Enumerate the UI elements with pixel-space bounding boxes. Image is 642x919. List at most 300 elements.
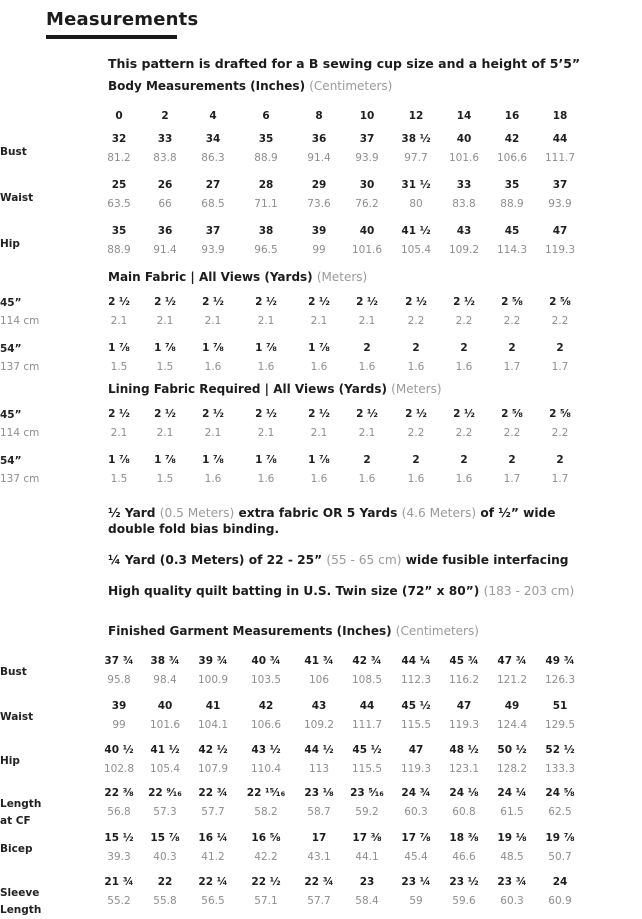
cell-metric: 60.3 (404, 806, 428, 818)
cell-value: 37 (205, 225, 221, 237)
cell-metric: 1.6 (358, 361, 376, 373)
cell-metric: 111.7 (351, 719, 383, 731)
cell-value: 22 ¹⁵⁄₁₆ (246, 787, 286, 799)
bias-note-part-e: of ½” wide (476, 506, 556, 520)
cell-value: 35 (111, 225, 127, 237)
cell-value: 49 (504, 700, 520, 712)
cell-metric: 2.1 (156, 427, 174, 439)
cell-metric: 50.7 (548, 851, 572, 863)
cell-value: 24 ⅝ (545, 787, 575, 799)
cell-metric: 41.2 (201, 851, 225, 863)
cell-value: 32 (111, 133, 127, 145)
cell-value: 19 ⅞ (545, 832, 575, 844)
cell-value: 48 ½ (449, 744, 479, 756)
cell-metric: 1.7 (551, 473, 569, 485)
cell-value: 17 ⅜ (352, 832, 382, 844)
cell-value: 42 ½ (198, 744, 228, 756)
cell-value: 47 (552, 225, 568, 237)
cell-value: 23 ⁵⁄₁₆ (350, 787, 384, 799)
cell-metric: 68.5 (201, 198, 225, 210)
cell-value: 1 ⅞ (308, 454, 330, 466)
cell-metric: 1.6 (455, 361, 473, 373)
row-label: Bicep (0, 843, 33, 855)
cell-value: 44 ¼ (401, 655, 431, 667)
size-header: 6 (262, 110, 270, 122)
body-heading-cm: (Centimeters) (309, 79, 393, 93)
cell-value: 15 ½ (104, 832, 134, 844)
batting-note (108, 583, 574, 599)
bias-note-part-a: ½ Yard (108, 506, 160, 520)
size-header: 18 (552, 110, 568, 122)
cell-value: 2 ⅝ (549, 408, 571, 420)
cell-value: 50 ½ (497, 744, 527, 756)
cell-value: 22 (157, 876, 173, 888)
cell-metric: 110.4 (250, 763, 282, 775)
cell-value: 26 (157, 179, 173, 191)
cell-metric: 71.1 (254, 198, 278, 210)
cell-value: 2 ½ (405, 408, 427, 420)
cell-value: 33 (157, 133, 173, 145)
cell-value: 28 (258, 179, 274, 191)
cell-metric: 121.2 (496, 674, 528, 686)
cell-metric: 80 (409, 198, 423, 210)
cell-metric: 42.2 (254, 851, 278, 863)
lining-fabric-heading-meters: (Meters) (391, 382, 442, 396)
cell-metric: 93.9 (548, 198, 572, 210)
cell-metric: 101.6 (448, 152, 480, 164)
cell-metric: 126.3 (544, 674, 576, 686)
cell-value: 2 (556, 342, 564, 354)
size-header: 4 (209, 110, 217, 122)
cell-value: 23 ¼ (401, 876, 431, 888)
cell-metric: 55.2 (107, 895, 131, 907)
cell-metric: 93.9 (355, 152, 379, 164)
cell-metric: 56.5 (201, 895, 225, 907)
cell-value: 2 ½ (308, 296, 330, 308)
batting-note-cm: (183 - 203 cm) (483, 584, 575, 598)
cell-metric: 2.2 (407, 427, 425, 439)
fabric-width: 45” (0, 409, 22, 421)
cell-value: 23 ¾ (497, 876, 527, 888)
cell-value: 2 ½ (255, 408, 277, 420)
cell-value: 39 (311, 225, 327, 237)
cell-value: 21 ¾ (104, 876, 134, 888)
cell-value: 17 ⅞ (401, 832, 431, 844)
cell-metric: 1.7 (551, 361, 569, 373)
fabric-width-cm: 114 cm (0, 315, 40, 327)
fabric-width: 45” (0, 297, 22, 309)
cell-metric: 2.2 (503, 427, 521, 439)
cell-value: 2 ½ (356, 296, 378, 308)
cell-metric: 2.1 (257, 315, 275, 327)
cell-value: 24 ⅛ (449, 787, 479, 799)
cell-metric: 56.8 (107, 806, 131, 818)
cell-value: 37 (359, 133, 375, 145)
cell-metric: 101.6 (149, 719, 181, 731)
cell-metric: 107.9 (197, 763, 229, 775)
cell-value: 44 ½ (304, 744, 334, 756)
cell-value: 47 (408, 744, 424, 756)
cell-value: 43 (456, 225, 472, 237)
body-heading-inches: Body Measurements (Inches) (108, 79, 306, 93)
cell-value: 39 (111, 700, 127, 712)
cell-metric: 119.3 (448, 719, 480, 731)
cell-value: 40 ½ (104, 744, 134, 756)
cell-metric: 1.7 (503, 473, 521, 485)
row-label: Sleeve Length (0, 887, 42, 916)
cell-metric: 133.3 (544, 763, 576, 775)
cell-metric: 58.4 (355, 895, 379, 907)
cell-value: 2 ½ (405, 296, 427, 308)
cell-value: 17 (311, 832, 327, 844)
cell-value: 45 (504, 225, 520, 237)
cell-metric: 97.7 (404, 152, 428, 164)
cell-metric: 59.2 (355, 806, 379, 818)
cell-metric: 39.3 (107, 851, 131, 863)
cell-value: 2 (363, 454, 371, 466)
cell-metric: 1.6 (407, 473, 425, 485)
cell-metric: 1.7 (503, 361, 521, 373)
cell-value: 40 (359, 225, 375, 237)
body-measurements-heading (108, 79, 392, 93)
cell-value: 25 (111, 179, 127, 191)
cell-metric: 1.6 (455, 473, 473, 485)
cell-metric: 1.5 (110, 473, 128, 485)
cell-value: 27 (205, 179, 221, 191)
cell-value: 47 ¾ (497, 655, 527, 667)
cell-value: 37 (552, 179, 568, 191)
lining-fabric-heading (108, 382, 442, 396)
cell-metric: 60.3 (500, 895, 524, 907)
cell-metric: 106.6 (250, 719, 282, 731)
cell-value: 22 ¼ (198, 876, 228, 888)
cell-value: 24 ¾ (401, 787, 431, 799)
cell-value: 1 ⅞ (255, 454, 277, 466)
fabric-width-cm: 114 cm (0, 427, 40, 439)
cell-value: 29 (311, 179, 327, 191)
cell-metric: 44.1 (355, 851, 379, 863)
row-label: Waist (0, 192, 34, 204)
cell-metric: 1.6 (407, 361, 425, 373)
cell-value: 2 ½ (453, 408, 475, 420)
cell-metric: 60.8 (452, 806, 476, 818)
cell-value: 45 ½ (401, 700, 431, 712)
row-label: Bust (0, 666, 27, 678)
cell-metric: 100.9 (197, 674, 229, 686)
cell-metric: 43.1 (307, 851, 331, 863)
size-header: 10 (359, 110, 375, 122)
cell-value: 2 (412, 454, 420, 466)
cell-value: 18 ⅜ (449, 832, 479, 844)
cell-value: 2 ½ (108, 296, 130, 308)
cell-value: 43 (311, 700, 327, 712)
interfacing-note-part-a: ¼ Yard (0.3 Meters) of 22 - 25” (108, 553, 327, 567)
cell-value: 45 ¾ (449, 655, 479, 667)
cell-metric: 57.7 (307, 895, 331, 907)
interfacing-note (108, 552, 569, 568)
cell-metric: 83.8 (153, 152, 177, 164)
cell-metric: 88.9 (500, 198, 524, 210)
cell-value: 34 (205, 133, 221, 145)
cell-value: 2 (508, 342, 516, 354)
cell-value: 38 (258, 225, 274, 237)
cell-metric: 86.3 (201, 152, 225, 164)
cell-value: 42 ¾ (352, 655, 382, 667)
cell-metric: 63.5 (107, 198, 131, 210)
cell-metric: 55.8 (153, 895, 177, 907)
cell-metric: 112.3 (400, 674, 432, 686)
cell-metric: 45.4 (404, 851, 428, 863)
cell-metric: 2.1 (110, 315, 128, 327)
cell-value: 1 ⅞ (202, 454, 224, 466)
interfacing-note-cm: (55 - 65 cm) (326, 553, 402, 567)
cell-metric: 124.4 (496, 719, 528, 731)
cell-value: 24 ¼ (497, 787, 527, 799)
cell-value: 2 (460, 342, 468, 354)
cell-value: 40 ¾ (251, 655, 281, 667)
cell-metric: 1.5 (156, 473, 174, 485)
cell-value: 38 ¾ (150, 655, 180, 667)
cell-value: 2 (412, 342, 420, 354)
cell-value: 43 ½ (251, 744, 281, 756)
cell-metric: 115.5 (400, 719, 432, 731)
cell-value: 33 (456, 179, 472, 191)
cell-metric: 81.2 (107, 152, 131, 164)
cell-metric: 96.5 (254, 244, 278, 256)
cell-value: 16 ⅝ (251, 832, 281, 844)
cell-value: 2 ½ (108, 408, 130, 420)
cell-value: 35 (258, 133, 274, 145)
cell-value: 1 ⅞ (154, 454, 176, 466)
cell-value: 42 (504, 133, 520, 145)
cell-value: 16 ¼ (198, 832, 228, 844)
cell-metric: 2.1 (358, 427, 376, 439)
cell-value: 1 ⅞ (308, 342, 330, 354)
cell-metric: 1.5 (110, 361, 128, 373)
cell-metric: 57.3 (153, 806, 177, 818)
cell-metric: 106.6 (496, 152, 528, 164)
cell-value: 52 ½ (545, 744, 575, 756)
cell-metric: 66 (158, 198, 172, 210)
finished-heading-inches: Finished Garment Measurements (Inches) (108, 624, 392, 638)
cell-metric: 2.1 (204, 315, 222, 327)
cell-metric: 57.1 (254, 895, 278, 907)
cell-value: 2 ⅝ (549, 296, 571, 308)
cell-value: 2 ½ (154, 408, 176, 420)
cell-metric: 123.1 (448, 763, 480, 775)
cell-value: 23 (359, 876, 375, 888)
cell-value: 2 ½ (356, 408, 378, 420)
cell-metric: 2.2 (455, 315, 473, 327)
row-label: Hip (0, 755, 20, 767)
cell-value: 2 ½ (202, 296, 224, 308)
cell-metric: 1.6 (257, 473, 275, 485)
cell-metric: 2.2 (407, 315, 425, 327)
cell-metric: 1.6 (204, 361, 222, 373)
bias-note-meters-alt: (4.6 Meters) (401, 506, 477, 520)
cell-metric: 40.3 (153, 851, 177, 863)
cell-metric: 113 (308, 763, 330, 775)
cell-value: 2 (460, 454, 468, 466)
cell-metric: 106 (308, 674, 330, 686)
cell-metric: 76.2 (355, 198, 379, 210)
cell-value: 2 ⅝ (501, 408, 523, 420)
cell-metric: 115.5 (351, 763, 383, 775)
cell-metric: 1.6 (310, 361, 328, 373)
cell-value: 22 ¾ (304, 876, 334, 888)
cell-value: 1 ⅞ (108, 454, 130, 466)
cell-metric: 1.6 (358, 473, 376, 485)
cell-metric: 2.1 (310, 427, 328, 439)
cell-value: 44 (359, 700, 375, 712)
cell-value: 23 ½ (449, 876, 479, 888)
cell-metric: 57.7 (201, 806, 225, 818)
main-fabric-heading (108, 270, 367, 284)
cell-value: 22 ¾ (198, 787, 228, 799)
cell-value: 31 ½ (401, 179, 431, 191)
cell-value: 36 (311, 133, 327, 145)
cell-metric: 104.1 (197, 719, 229, 731)
fabric-width: 54” (0, 455, 22, 467)
cell-value: 41 ½ (150, 744, 180, 756)
cell-value: 38 ½ (401, 133, 431, 145)
cell-value: 2 ½ (308, 408, 330, 420)
cell-metric: 101.6 (351, 244, 383, 256)
cell-value: 37 ¾ (104, 655, 134, 667)
cell-metric: 91.4 (153, 244, 177, 256)
cell-metric: 105.4 (149, 763, 181, 775)
row-label: Bust (0, 146, 27, 158)
cell-metric: 2.1 (156, 315, 174, 327)
cell-metric: 2.2 (551, 315, 569, 327)
cell-metric: 99 (112, 719, 126, 731)
cell-metric: 109.2 (448, 244, 480, 256)
size-header: 2 (161, 110, 169, 122)
cell-metric: 105.4 (400, 244, 432, 256)
cell-metric: 73.6 (307, 198, 331, 210)
cell-metric: 111.7 (544, 152, 576, 164)
cell-value: 30 (359, 179, 375, 191)
interfacing-note-part-c: wide fusible interfacing (401, 553, 569, 567)
fabric-width-cm: 137 cm (0, 473, 40, 485)
cell-value: 2 ½ (453, 296, 475, 308)
row-label: Hip (0, 238, 20, 250)
cell-value: 23 ⅛ (304, 787, 334, 799)
cell-value: 19 ⅛ (497, 832, 527, 844)
cell-metric: 119.3 (400, 763, 432, 775)
cell-value: 2 (556, 454, 564, 466)
cell-value: 1 ⅞ (108, 342, 130, 354)
cell-metric: 48.5 (500, 851, 524, 863)
cell-value: 22 ⁹⁄₁₆ (148, 787, 182, 799)
cell-metric: 59 (409, 895, 423, 907)
cell-value: 45 ½ (352, 744, 382, 756)
cell-value: 39 ¾ (198, 655, 228, 667)
cell-metric: 61.5 (500, 806, 524, 818)
cell-value: 1 ⅞ (154, 342, 176, 354)
cell-value: 2 ½ (255, 296, 277, 308)
cell-metric: 59.6 (452, 895, 476, 907)
cell-metric: 114.3 (496, 244, 528, 256)
cell-value: 41 (205, 700, 221, 712)
cell-metric: 109.2 (303, 719, 335, 731)
bias-note-part-c: extra fabric OR 5 Yards (234, 506, 402, 520)
cell-metric: 103.5 (250, 674, 282, 686)
cell-metric: 2.1 (257, 427, 275, 439)
batting-note-part-a: High quality quilt batting in U.S. Twin size (72” x 80”) (108, 584, 484, 598)
main-fabric-heading-meters: (Meters) (316, 270, 368, 284)
cell-value: 2 ½ (202, 408, 224, 420)
cell-value: 2 (508, 454, 516, 466)
cell-value: 2 ½ (154, 296, 176, 308)
cell-value: 22 ⅜ (104, 787, 134, 799)
cell-value: 49 ¾ (545, 655, 575, 667)
cell-metric: 119.3 (544, 244, 576, 256)
lining-fabric-heading-yards: Lining Fabric Required | All Views (Yards) (108, 382, 387, 396)
row-label: Waist (0, 711, 34, 723)
finished-measurements-heading (108, 624, 479, 638)
cell-value: 2 ⅝ (501, 296, 523, 308)
cell-value: 40 (157, 700, 173, 712)
bias-note-part-f: double fold bias binding. (108, 522, 280, 536)
cell-value: 1 ⅞ (255, 342, 277, 354)
cell-value: 47 (456, 700, 472, 712)
pattern-intro: This pattern is drafted for a B sewing cup size and a height of 5’5” (108, 56, 581, 71)
cell-metric: 62.5 (548, 806, 572, 818)
cell-metric: 2.1 (204, 427, 222, 439)
cell-metric: 2.2 (455, 427, 473, 439)
cell-metric: 1.6 (257, 361, 275, 373)
cell-metric: 58.7 (307, 806, 331, 818)
cell-metric: 1.6 (310, 473, 328, 485)
cell-metric: 108.5 (351, 674, 383, 686)
main-fabric-heading-yards: Main Fabric | All Views (Yards) (108, 270, 313, 284)
cell-value: 41 ¾ (304, 655, 334, 667)
cell-metric: 2.1 (110, 427, 128, 439)
fabric-width: 54” (0, 343, 22, 355)
cell-metric: 93.9 (201, 244, 225, 256)
cell-value: 40 (456, 133, 472, 145)
cell-value: 35 (504, 179, 520, 191)
cell-metric: 2.2 (503, 315, 521, 327)
size-header: 16 (504, 110, 520, 122)
cell-value: 36 (157, 225, 173, 237)
cell-metric: 95.8 (107, 674, 131, 686)
cell-metric: 1.5 (156, 361, 174, 373)
cell-value: 42 (258, 700, 274, 712)
cell-value: 44 (552, 133, 568, 145)
cell-metric: 46.6 (452, 851, 476, 863)
row-label: Length at CF (0, 798, 42, 827)
cell-metric: 128.2 (496, 763, 528, 775)
cell-metric: 129.5 (544, 719, 576, 731)
finished-heading-cm: (Centimeters) (395, 624, 479, 638)
cell-value: 24 (552, 876, 568, 888)
cell-value: 51 (552, 700, 568, 712)
size-header: 12 (408, 110, 424, 122)
cell-metric: 2.2 (551, 427, 569, 439)
cell-metric: 88.9 (107, 244, 131, 256)
cell-metric: 60.9 (548, 895, 572, 907)
cell-metric: 83.8 (452, 198, 476, 210)
fabric-width-cm: 137 cm (0, 361, 40, 373)
cell-value: 15 ⅞ (150, 832, 180, 844)
cell-metric: 99 (312, 244, 326, 256)
cell-metric: 88.9 (254, 152, 278, 164)
cell-value: 22 ½ (251, 876, 281, 888)
page-title: Measurements (46, 9, 199, 30)
title-underline (46, 35, 177, 39)
